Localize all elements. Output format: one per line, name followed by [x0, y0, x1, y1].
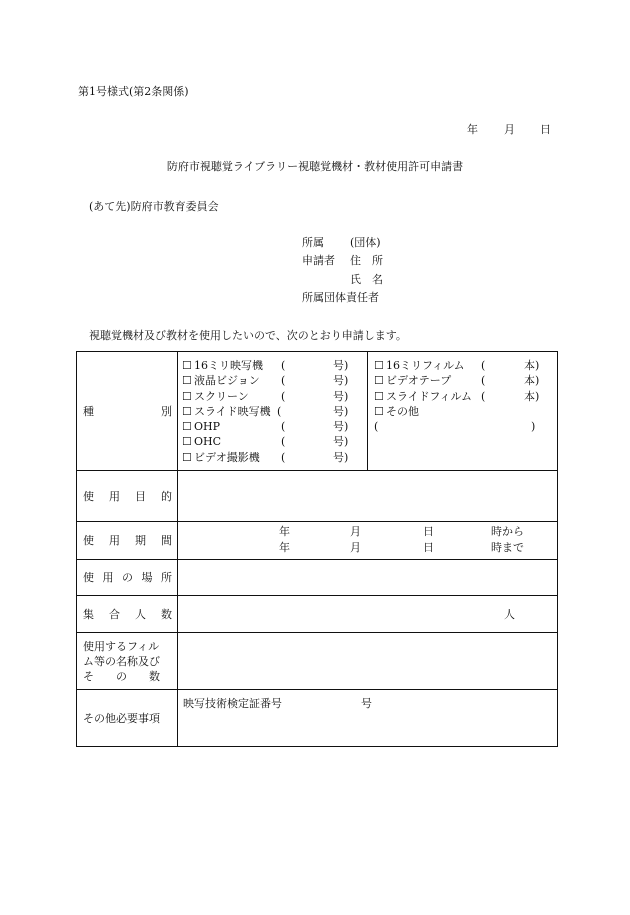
material-name: スライドフィルム — [386, 389, 473, 403]
period-label-char: 期 — [135, 534, 146, 547]
unit-label: 本) — [524, 389, 540, 403]
material-name: 16ミリフィルム — [386, 359, 465, 372]
material-item[interactable] — [374, 373, 557, 388]
open-paren: ( — [281, 435, 286, 449]
license-unit: 号 — [361, 697, 372, 710]
checkbox-icon[interactable]: ☐ — [374, 389, 384, 403]
equipment-item[interactable] — [182, 389, 367, 404]
open-paren: ( — [281, 389, 286, 403]
period-end-day: 日 — [423, 540, 434, 554]
period-start-month: 月 — [350, 524, 361, 538]
address-label: 住 所 — [350, 254, 383, 267]
application-table — [76, 351, 558, 747]
period-label — [77, 522, 178, 560]
material-name: ビデオテープ — [386, 374, 452, 388]
affiliation-label: 所属 — [302, 236, 324, 249]
other-label-text: その他必要事項 — [83, 711, 160, 725]
period-end-year: 年 — [279, 540, 290, 554]
material-other-blank[interactable] — [374, 419, 557, 434]
equipment-item[interactable] — [182, 434, 367, 449]
material-item[interactable] — [374, 404, 557, 419]
purpose-label — [77, 471, 178, 522]
equipment-item[interactable] — [182, 404, 367, 419]
films-label — [77, 633, 178, 690]
films-row — [77, 633, 558, 690]
close-paren: ) — [531, 420, 536, 434]
place-label — [77, 560, 178, 596]
representative-label: 所属団体責任者 — [302, 291, 379, 304]
equipment-item[interactable] — [182, 373, 367, 388]
period-start-suffix: 時から — [491, 524, 524, 538]
place-label-char: 用 — [102, 571, 114, 584]
unit-label: 号) — [333, 420, 349, 434]
unit-label: 本) — [524, 359, 540, 372]
count-row — [77, 596, 558, 633]
form-number: 第1号様式(第2条関係) — [78, 85, 189, 98]
addressee: (あて先)防府市教育委員会 — [89, 200, 219, 213]
films-field[interactable] — [178, 633, 558, 690]
material-item[interactable] — [374, 389, 557, 404]
open-paren: ( — [481, 374, 486, 388]
equipment-name: ビデオ撮影機 — [194, 450, 260, 464]
unit-label: 号) — [333, 359, 349, 372]
open-paren: ( — [281, 374, 286, 388]
equipment-name: 16ミリ映写機 — [194, 359, 263, 372]
count-label-char: 集 — [83, 607, 94, 621]
period-start-year: 年 — [279, 524, 290, 538]
period-end-suffix: 時まで — [491, 540, 524, 554]
checkbox-icon[interactable]: ☐ — [182, 435, 192, 449]
purpose-label-char: 使 — [83, 489, 94, 503]
period-label-char: 間 — [161, 534, 172, 547]
count-label — [77, 596, 178, 633]
count-label-char: 合 — [109, 607, 120, 621]
other-row — [77, 690, 558, 747]
period-field[interactable] — [178, 522, 558, 560]
count-unit: 人 — [504, 607, 515, 621]
open-paren: ( — [281, 420, 286, 434]
unit-label: 本) — [524, 374, 540, 388]
materials-list — [368, 352, 558, 471]
open-paren: ( — [481, 389, 486, 403]
films-label-line: 使用するフィル — [83, 639, 160, 653]
kind-label-char: 種 — [83, 404, 94, 418]
unit-label: 号) — [333, 450, 349, 464]
equipment-item[interactable] — [182, 450, 367, 465]
kind-label — [77, 352, 178, 471]
place-row — [77, 560, 558, 596]
name-label: 氏 名 — [350, 273, 383, 286]
unit-label: 号) — [333, 435, 349, 449]
purpose-label-char: 的 — [161, 489, 172, 503]
license-label: 映写技術検定証番号 — [183, 697, 282, 710]
period-end-month: 月 — [350, 540, 361, 554]
films-label-line: ム等の名称及び — [83, 654, 160, 668]
unit-label: 号) — [333, 404, 349, 418]
checkbox-icon[interactable]: ☐ — [182, 389, 192, 403]
kind-row — [77, 352, 558, 471]
open-paren: ( — [481, 359, 486, 372]
applicant-label: 申請者 — [302, 254, 335, 267]
place-label-char: の — [122, 571, 133, 584]
checkbox-icon[interactable]: ☐ — [374, 374, 384, 388]
affiliation-sub-label: (団体) — [350, 236, 381, 249]
other-label — [77, 690, 178, 747]
checkbox-icon[interactable]: ☐ — [374, 359, 384, 372]
unit-label: 号) — [333, 374, 349, 388]
unit-label: 号) — [333, 389, 349, 403]
purpose-label-char: 用 — [109, 489, 120, 503]
place-field[interactable] — [178, 560, 558, 596]
open-paren: ( — [281, 450, 286, 464]
checkbox-icon[interactable]: ☐ — [182, 420, 192, 434]
document-title: 防府市視聴覚ライブラリー視聴覚機材・教材使用許可申請書 — [166, 160, 464, 173]
material-item[interactable] — [374, 358, 557, 373]
open-paren: ( — [374, 420, 379, 434]
equipment-name: OHP — [194, 420, 221, 434]
equipment-name: スクリーン — [194, 389, 249, 403]
kind-label-char: 別 — [161, 404, 172, 418]
date-year-label: 年 — [467, 123, 478, 136]
films-label-line: そ の 数 — [83, 669, 160, 683]
equipment-item[interactable] — [182, 358, 367, 373]
place-label-char: 所 — [161, 571, 172, 584]
purpose-label-char: 目 — [135, 489, 146, 503]
purpose-row — [77, 471, 558, 522]
open-paren: ( — [277, 404, 282, 418]
date-month-label: 月 — [504, 123, 515, 136]
equipment-name: 液晶ビジョン — [194, 374, 260, 388]
checkbox-icon[interactable]: ☐ — [182, 404, 192, 418]
purpose-field[interactable] — [178, 471, 558, 522]
period-start-day: 日 — [423, 524, 434, 538]
material-name: その他 — [386, 404, 419, 418]
count-label-char: 人 — [135, 607, 146, 621]
place-label-char: 場 — [141, 571, 153, 584]
equipment-list — [178, 352, 368, 471]
place-label-char: 使 — [83, 571, 94, 584]
equipment-name: スライド映写機 — [194, 404, 271, 418]
period-label-char: 用 — [109, 534, 120, 547]
equipment-name: OHC — [194, 435, 222, 449]
checkbox-icon[interactable]: ☐ — [182, 374, 192, 388]
checkbox-icon[interactable]: ☐ — [182, 450, 192, 464]
open-paren: ( — [281, 359, 286, 372]
period-label-char: 使 — [83, 534, 94, 547]
count-label-char: 数 — [161, 607, 172, 621]
equipment-item[interactable] — [182, 419, 367, 434]
period-row — [77, 522, 558, 560]
date-day-label: 日 — [540, 123, 551, 136]
other-field[interactable] — [178, 690, 558, 747]
checkbox-icon[interactable]: ☐ — [182, 359, 192, 372]
checkbox-icon[interactable]: ☐ — [374, 404, 384, 418]
intro-text: 視聴覚機材及び教材を使用したいので、次のとおり申請します。 — [89, 329, 407, 342]
count-field[interactable] — [178, 596, 558, 633]
